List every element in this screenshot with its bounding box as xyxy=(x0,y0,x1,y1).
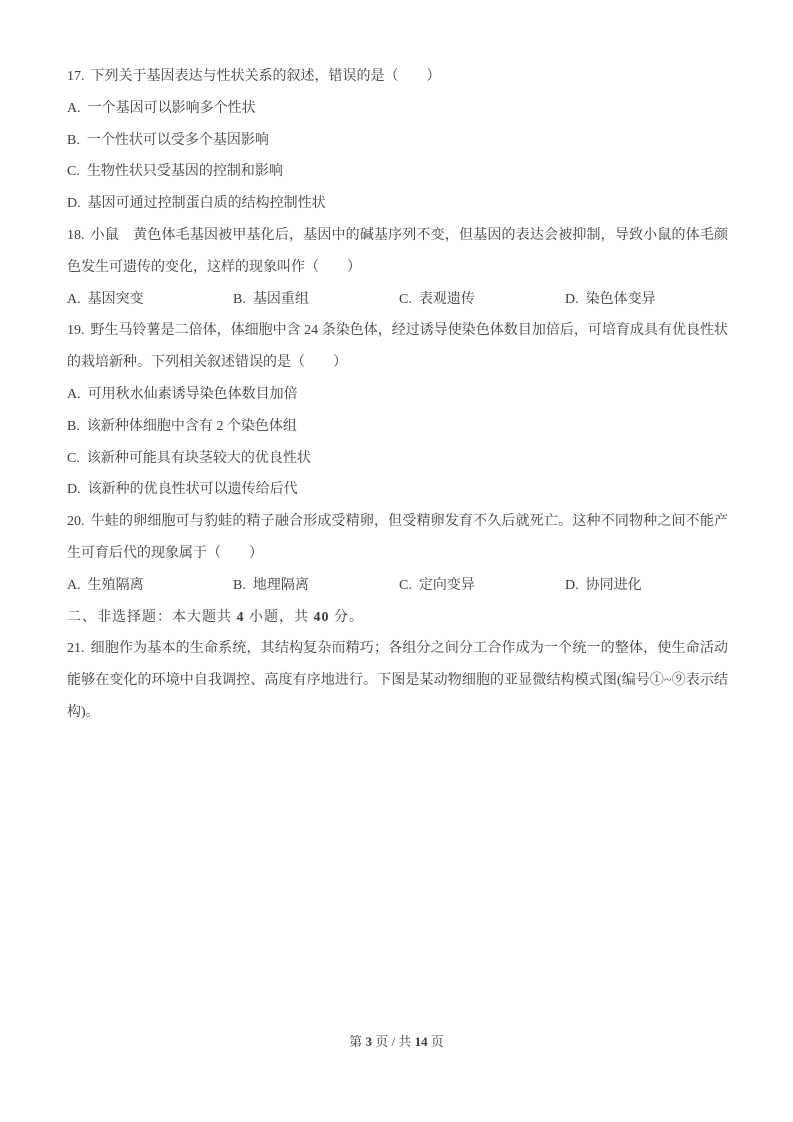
question-stem-text: 细胞作为基本的生命系统，其结构复杂而精巧；各组分之间分工合作成为一个统一的整体，使生命活动能够在变化的环境中自我调控、高度有序地进行。下图是某动物细胞的亚显微结构模式图(编号①~⑨表示结构)。 xyxy=(67,641,728,720)
option-text: 染色体变异 xyxy=(585,291,656,307)
option-text: 表观遗传 xyxy=(418,291,475,307)
question-20-option-d xyxy=(565,570,728,602)
option-label: C. xyxy=(67,164,80,180)
question-stem-text: 牛蛙的卵细胞可与豹蛙的精子融合形成受精卵，但受精卵发育不久后就死亡。这种不同物种之间不能产生可育后代的现象属于（ ） xyxy=(67,514,728,561)
question-20-options-row xyxy=(67,570,728,602)
question-19-option-d xyxy=(67,474,728,506)
option-label: D. xyxy=(67,196,81,212)
option-label: D. xyxy=(565,291,579,307)
option-label: D. xyxy=(67,482,81,498)
option-text: 该新种可能具有块茎较大的优良性状 xyxy=(86,450,311,466)
question-number: 17. xyxy=(67,69,85,84)
question-20-option-a xyxy=(67,570,233,602)
question-19-option-b xyxy=(67,411,728,443)
option-label: A. xyxy=(67,386,81,402)
question-20 xyxy=(67,506,728,601)
question-18 xyxy=(67,220,728,315)
question-number: 20. xyxy=(67,514,85,530)
question-number: 19. xyxy=(67,323,85,339)
option-label: B. xyxy=(67,418,80,434)
option-text: 生殖隔离 xyxy=(87,577,144,593)
question-17 xyxy=(67,61,728,220)
option-text: 基因可通过控制蛋白质的结构控制性状 xyxy=(87,196,326,212)
footer-text: 第 xyxy=(349,1034,366,1049)
option-text: 一个基因可以影响多个性状 xyxy=(87,100,256,116)
option-text: 定向变异 xyxy=(418,577,475,593)
option-label: C. xyxy=(399,291,412,307)
current-page-number: 3 xyxy=(365,1034,372,1049)
option-text: 生物性状只受基因的控制和影响 xyxy=(86,164,283,180)
question-18-option-a xyxy=(67,284,233,316)
question-number: 18. xyxy=(67,227,85,243)
option-text: 地理隔离 xyxy=(252,577,309,593)
question-stem-text: 下列关于基因表达与性状关系的叙述，错误的是（ ） xyxy=(90,69,441,84)
footer-text: 页 xyxy=(427,1034,444,1049)
question-17-option-c xyxy=(67,156,728,188)
question-18-options-row xyxy=(67,284,728,316)
option-label: A. xyxy=(67,100,81,116)
section-header-text: 二、非选择题：本大题共 xyxy=(67,609,237,625)
section-header-text: 分。 xyxy=(329,609,364,625)
question-19 xyxy=(67,315,728,506)
total-page-count: 14 xyxy=(414,1034,428,1049)
question-19-stem xyxy=(67,315,728,379)
question-17-stem xyxy=(67,61,728,93)
option-text: 该新种体细胞中含有 2 个染色体组 xyxy=(86,418,297,434)
option-text: 可用秋水仙素诱导染色体数目加倍 xyxy=(87,386,298,402)
question-stem-text: 野生马铃薯是二倍体，体细胞中含 24 条染色体，经过诱导使染色体数目加倍后，可培育成具有优良性状的栽培新种。下列相关叙述错误的是（ ） xyxy=(67,323,728,371)
question-19-option-a xyxy=(67,379,728,411)
option-label: B. xyxy=(233,291,246,307)
option-label: C. xyxy=(67,450,80,466)
option-text: 协同进化 xyxy=(585,577,642,593)
footer-text: 页 / 共 xyxy=(371,1034,415,1049)
question-21 xyxy=(67,633,728,728)
option-label: D. xyxy=(565,577,579,593)
question-17-option-a xyxy=(67,93,728,125)
question-20-stem xyxy=(67,506,728,570)
question-19-option-c xyxy=(67,443,728,475)
question-17-option-d xyxy=(67,188,728,220)
question-20-option-c xyxy=(399,570,565,602)
option-text: 基因突变 xyxy=(87,291,144,307)
question-18-option-d xyxy=(565,284,728,316)
option-text: 一个性状可以受多个基因影响 xyxy=(86,132,269,148)
option-label: A. xyxy=(67,291,81,307)
question-21-stem xyxy=(67,633,728,728)
option-label: B. xyxy=(233,577,246,593)
option-label: B. xyxy=(67,132,80,148)
question-18-option-b xyxy=(233,284,399,316)
section-question-count: 4 xyxy=(236,609,245,625)
page-footer xyxy=(0,1033,793,1051)
question-18-option-c xyxy=(399,284,565,316)
option-text: 该新种的优良性状可以遗传给后代 xyxy=(87,482,298,498)
question-20-option-b xyxy=(233,570,399,602)
section-2-header xyxy=(67,602,728,634)
option-label: C. xyxy=(399,577,412,593)
question-17-option-b xyxy=(67,125,728,157)
section-header-text: 小题，共 xyxy=(244,609,314,625)
option-label: A. xyxy=(67,577,81,593)
page-content xyxy=(67,61,728,729)
section-total-points: 40 xyxy=(313,609,330,625)
question-number: 21. xyxy=(67,641,85,657)
question-stem-text: 小鼠 黄色体毛基因被甲基化后，基因中的碱基序列不变，但基因的表达会被抑制，导致小鼠的体毛颜色发生可遗传的变化，这样的现象叫作（ ） xyxy=(67,227,728,275)
option-text: 基因重组 xyxy=(252,291,309,307)
question-18-stem xyxy=(67,220,728,284)
